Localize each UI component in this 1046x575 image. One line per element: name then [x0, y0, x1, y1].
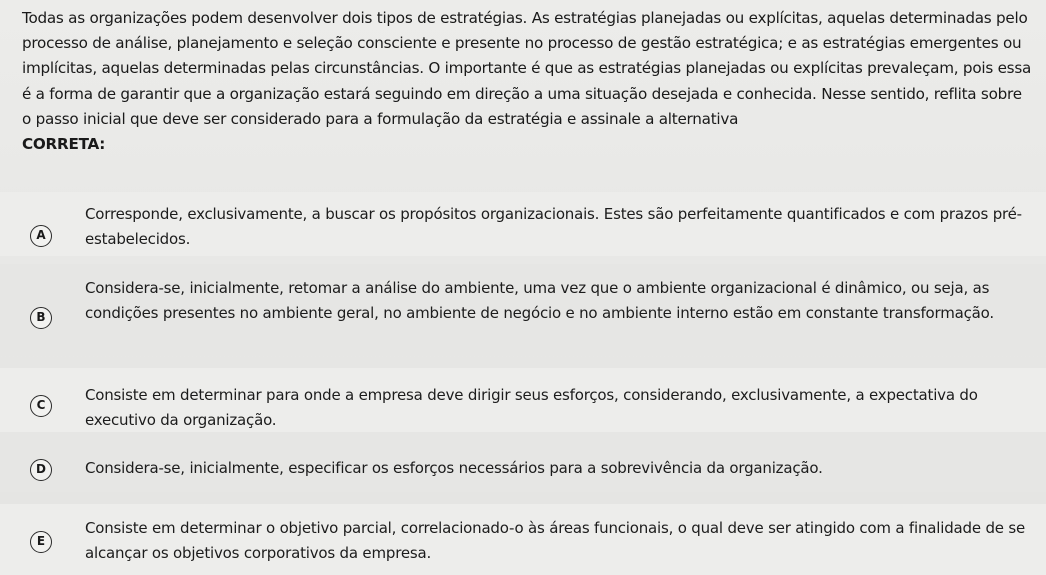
option-text[interactable]: Consiste em determinar para onde a empresa deve dirigir seus esforços, considerando, exclusivamente, a expectativa do executivo da organização.: [85, 386, 978, 429]
option-c[interactable]: [0, 368, 1046, 432]
option-letter-badge[interactable]: E: [30, 531, 52, 553]
option-a[interactable]: [0, 192, 1046, 256]
option-text[interactable]: Considera-se, inicialmente, especificar os esforços necessários para a sobrevivência da organização.: [85, 459, 823, 477]
question-correta-label: CORRETA:: [22, 135, 106, 154]
option-letter-badge[interactable]: C: [30, 395, 52, 417]
option-letter-badge[interactable]: B: [30, 307, 52, 329]
option-text[interactable]: Consiste em determinar o objetivo parcial, correlacionado-o às áreas funcionais, o qual deve ser atingido com a finalidade de se alcançar os objetivos corporativos da empresa.: [85, 519, 1026, 562]
option-text[interactable]: Considera-se, inicialmente, retomar a análise do ambiente, uma vez que o ambiente organizacional é dinâmico, ou seja, as condições presentes no ambiente geral, no ambiente de negócio e no ambiente interno estão em constante transformação.: [85, 279, 994, 322]
option-text[interactable]: Corresponde, exclusivamente, a buscar os propósitos organizacionais. Estes são perfeitamente quantificados e com prazos pré-estabelecidos.: [85, 205, 1022, 248]
question-stem: [22, 6, 1034, 157]
option-b[interactable]: [0, 264, 1046, 356]
option-letter-badge[interactable]: D: [30, 459, 52, 481]
option-d[interactable]: [0, 446, 1046, 492]
option-e[interactable]: [0, 504, 1046, 575]
option-letter-badge[interactable]: A: [30, 225, 52, 247]
question-text: Todas as organizações podem desenvolver dois tipos de estratégias. As estratégias planejadas ou explícitas, aquelas determinadas pelo processo de análise, planejamento e seleção consciente e presente no processo de gestão estratégica; e as estratégias emergentes ou implícitas, aquelas determinadas pelas circunstâncias. O importante é que as estratégias planejadas ou explícitas prevaleçam, pois essa é a forma de garantir que a organização estará seguindo em direção a uma situação desejada e conhecida. Nesse sentido, reflita sobre o passo inicial que deve ser considerado para a formulação da estratégia e assinale a alternativa: [22, 9, 1032, 128]
